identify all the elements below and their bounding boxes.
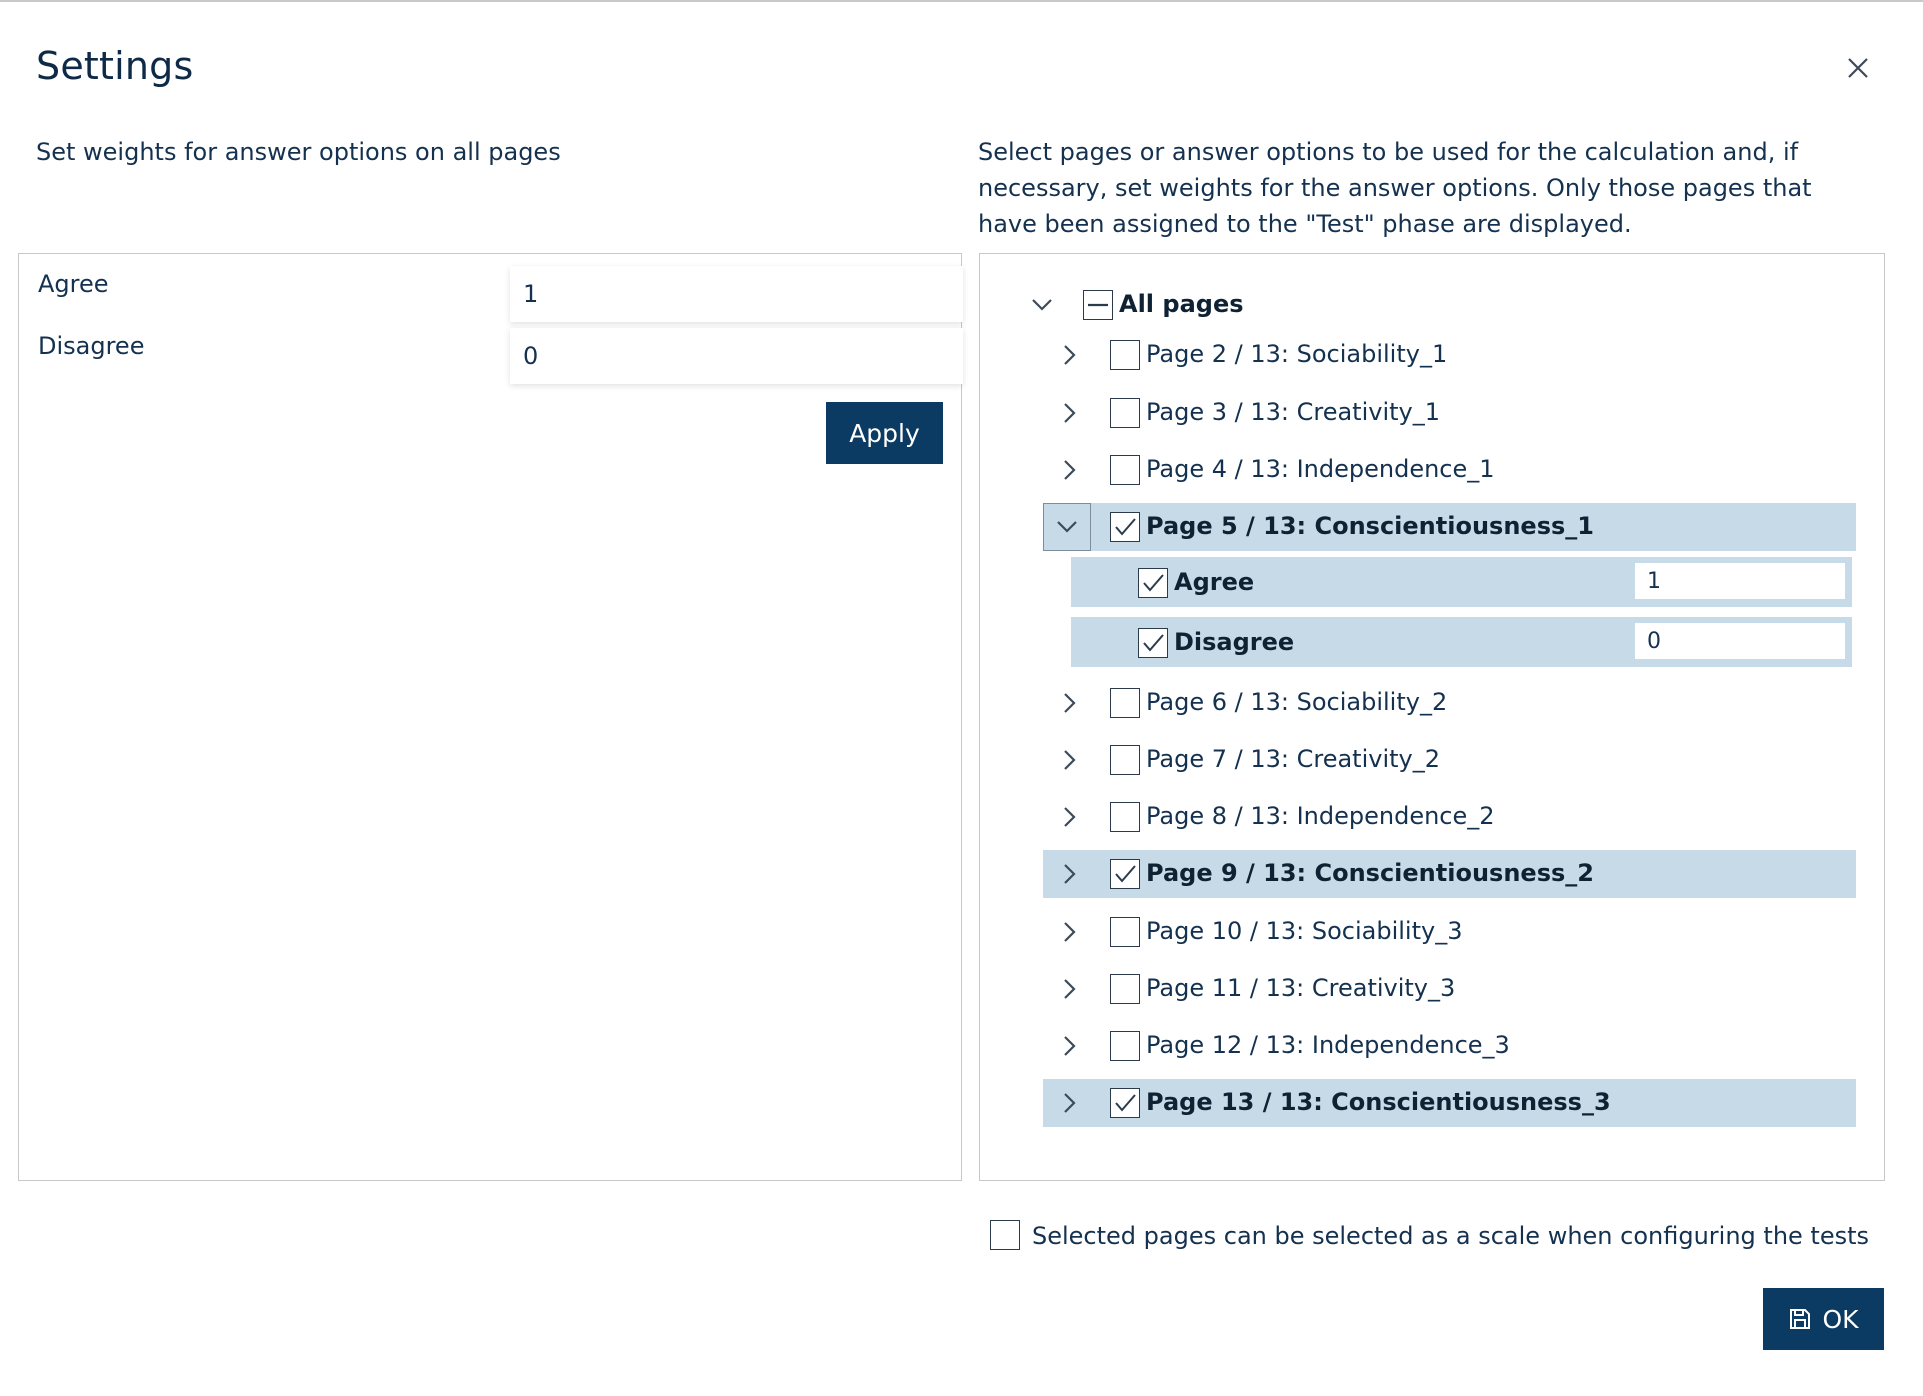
checkmark-icon <box>1141 572 1165 594</box>
scale-checkbox-label: Selected pages can be selected as a scale when configuring the tests <box>1032 1222 1870 1250</box>
dialog-title: Settings <box>36 44 194 88</box>
weight-label-disagree: Disagree <box>38 332 145 360</box>
page-label: Page 3 / 13: Creativity_1 <box>1146 398 1440 426</box>
expand-page-3-button[interactable] <box>1050 389 1090 437</box>
indeterminate-icon <box>1087 303 1109 307</box>
weight-input-agree[interactable] <box>510 266 963 322</box>
checkbox-page-9[interactable] <box>1110 859 1140 889</box>
checkbox-page-13[interactable] <box>1110 1088 1140 1118</box>
checkbox-page-6[interactable] <box>1110 688 1140 718</box>
checkbox-all-pages[interactable] <box>1083 290 1113 320</box>
chevron-right-icon <box>1063 806 1077 828</box>
checkbox-page-11[interactable] <box>1110 974 1140 1004</box>
apply-button[interactable]: Apply <box>826 402 943 464</box>
chevron-down-icon <box>1031 298 1053 312</box>
ok-button[interactable] <box>1763 1288 1884 1350</box>
chevron-right-icon <box>1063 863 1077 885</box>
checkbox-page-5[interactable] <box>1110 512 1140 542</box>
scale-checkbox[interactable] <box>990 1220 1020 1250</box>
checkbox-page-8[interactable] <box>1110 802 1140 832</box>
page-label: Page 9 / 13: Conscientiousness_2 <box>1146 859 1594 887</box>
collapse-page-5-button[interactable] <box>1043 503 1091 551</box>
page-label: Page 8 / 13: Independence_2 <box>1146 802 1495 830</box>
expand-page-6-button[interactable] <box>1050 679 1090 727</box>
page-label: Page 5 / 13: Conscientiousness_1 <box>1146 512 1594 540</box>
chevron-right-icon <box>1063 921 1077 943</box>
collapse-all-pages-button[interactable] <box>1022 281 1062 329</box>
chevron-right-icon <box>1063 459 1077 481</box>
left-description: Set weights for answer options on all pages <box>36 138 561 166</box>
close-icon <box>1846 56 1870 80</box>
chevron-right-icon <box>1063 978 1077 1000</box>
checkmark-icon <box>1113 863 1137 885</box>
chevron-right-icon <box>1063 1035 1077 1057</box>
ok-button-label: OK <box>1822 1304 1859 1334</box>
expand-page-4-button[interactable] <box>1050 446 1090 494</box>
close-button[interactable] <box>1836 46 1880 90</box>
expand-page-9-button[interactable] <box>1050 850 1090 898</box>
expand-page-12-button[interactable] <box>1050 1022 1090 1070</box>
page-label: Page 11 / 13: Creativity_3 <box>1146 974 1456 1002</box>
checkmark-icon <box>1113 516 1137 538</box>
page-label: Page 12 / 13: Independence_3 <box>1146 1031 1510 1059</box>
checkbox-page-12[interactable] <box>1110 1031 1140 1061</box>
checkbox-option-disagree[interactable] <box>1138 628 1168 658</box>
chevron-right-icon <box>1063 344 1077 366</box>
chevron-right-icon <box>1063 749 1077 771</box>
expand-page-13-button[interactable] <box>1050 1079 1090 1127</box>
expand-page-2-button[interactable] <box>1050 331 1090 379</box>
checkmark-icon <box>1113 1092 1137 1114</box>
expand-page-7-button[interactable] <box>1050 736 1090 784</box>
chevron-right-icon <box>1063 402 1077 424</box>
global-weights-panel <box>18 253 962 1181</box>
page-label: Page 6 / 13: Sociability_2 <box>1146 688 1448 716</box>
option-label-agree: Agree <box>1174 568 1255 596</box>
expand-page-10-button[interactable] <box>1050 908 1090 956</box>
checkbox-page-10[interactable] <box>1110 917 1140 947</box>
checkbox-page-2[interactable] <box>1110 340 1140 370</box>
option-label-disagree: Disagree <box>1174 628 1295 656</box>
checkmark-icon <box>1141 632 1165 654</box>
chevron-right-icon <box>1063 692 1077 714</box>
page-label: Page 13 / 13: Conscientiousness_3 <box>1146 1088 1611 1116</box>
option-weight-input-agree[interactable] <box>1635 563 1845 599</box>
checkbox-option-agree[interactable] <box>1138 568 1168 598</box>
expand-page-11-button[interactable] <box>1050 965 1090 1013</box>
weight-label-agree: Agree <box>38 270 109 298</box>
page-label: Page 2 / 13: Sociability_1 <box>1146 340 1448 368</box>
page-label: Page 4 / 13: Independence_1 <box>1146 455 1495 483</box>
save-icon <box>1788 1307 1812 1331</box>
page-tree-panel <box>979 253 1885 1181</box>
right-description: Select pages or answer options to be used for the calculation and, if necessary, set weights for the answer options. Only those pages that have been assigned to the "Test" phase are displayed. <box>978 138 1812 238</box>
all-pages-label: All pages <box>1119 290 1244 318</box>
checkbox-page-4[interactable] <box>1110 455 1140 485</box>
checkbox-page-3[interactable] <box>1110 398 1140 428</box>
expand-page-8-button[interactable] <box>1050 793 1090 841</box>
page-label: Page 7 / 13: Creativity_2 <box>1146 745 1440 773</box>
option-weight-input-disagree[interactable] <box>1635 623 1845 659</box>
checkbox-page-7[interactable] <box>1110 745 1140 775</box>
chevron-down-icon <box>1056 520 1078 534</box>
weight-input-disagree[interactable] <box>510 328 963 384</box>
chevron-right-icon <box>1063 1092 1077 1114</box>
page-label: Page 10 / 13: Sociability_3 <box>1146 917 1463 945</box>
